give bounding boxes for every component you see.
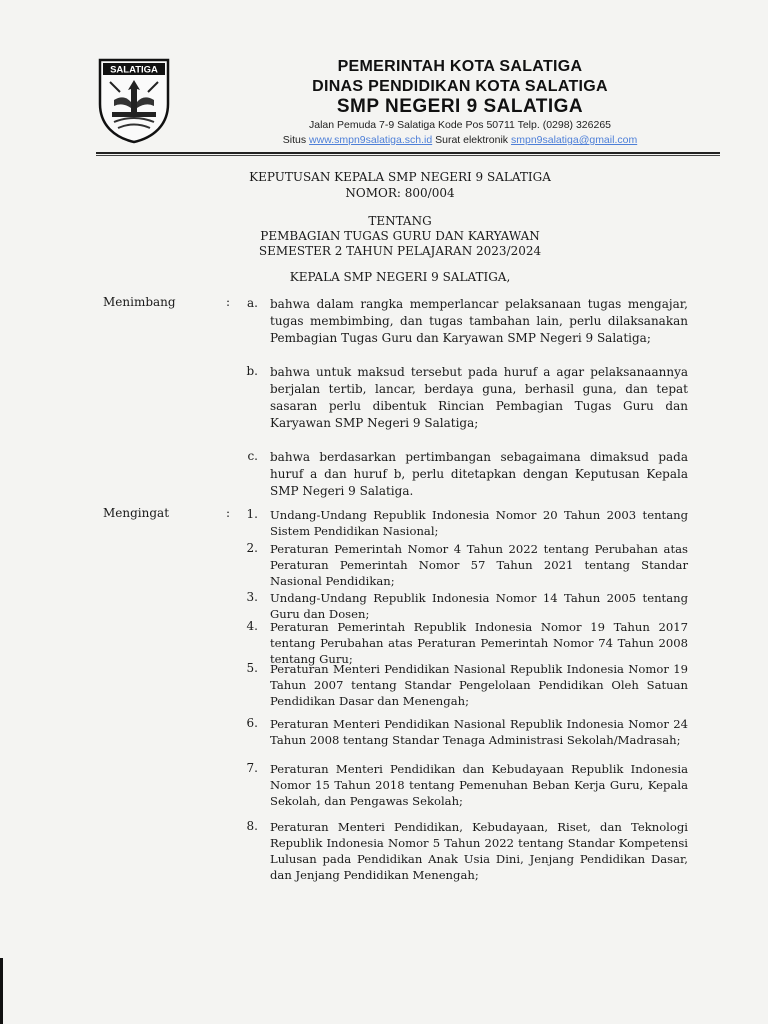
svg-text:SALATIGA: SALATIGA: [110, 64, 158, 76]
menimbang-mark-a: a.: [247, 296, 258, 310]
letterhead-contact: [220, 134, 700, 146]
mengingat-item-7: Peraturan Menteri Pendidikan dan Kebudayaan Republik Indonesia Nomor 15 Tahun 2018 tentang Pemenuhan Beban Kerja Guru, Kepala Sekolah, dan Pengawas Sekolah;: [270, 762, 688, 808]
menimbang-mark-c: c.: [247, 449, 258, 463]
email-link[interactable]: smpn9salatiga@gmail.com: [510, 134, 638, 146]
decree-about: TENTANG: [368, 214, 432, 228]
mengingat-label: Mengingat: [103, 506, 170, 520]
letterhead-school: SMP NEGERI 9 SALATIGA: [336, 96, 584, 117]
letterhead-rule-thin: [96, 155, 720, 156]
salatiga-crest-logo: [96, 56, 172, 144]
scan-edge-shadow: [0, 958, 3, 1024]
menimbang-colon: :: [226, 295, 231, 309]
letterhead-address: Jalan Pemuda 7-9 Salatiga Kode Pos 50711 Telp. (0298) 326265: [309, 119, 611, 131]
mengingat-colon: :: [226, 506, 231, 520]
letterhead-government: PEMERINTAH KOTA SALATIGA: [337, 58, 583, 75]
mengingat-item-8: Peraturan Menteri Pendidikan, Kebudayaan, Riset, dan Teknologi Republik Indonesia Nomor 5 Tahun 2022 tentang Standar Kompetensi Lulusan pada Pendidikan Anak Usia Dini, Jenjang Pendidikan Dasar, dan Jenjang Pendidikan Menengah;: [270, 820, 688, 882]
decree-authority: KEPALA SMP NEGERI 9 SALATIGA,: [289, 270, 511, 284]
mengingat-item-3: Undang-Undang Republik Indonesia Nomor 14 Tahun 2005 tentang Guru dan Dosen;: [270, 591, 688, 621]
email-prefix: Surat elektronik: [435, 134, 509, 146]
mengingat-mark-2: 2.: [246, 541, 258, 555]
mengingat-mark-6: 6.: [246, 716, 258, 730]
letterhead-rule-thick: [96, 152, 720, 154]
website-link[interactable]: www.smpn9salatiga.sch.id: [309, 134, 433, 146]
mengingat-mark-5: 5.: [246, 661, 258, 675]
mengingat-mark-4: 4.: [246, 619, 258, 633]
mengingat-item-5: Peraturan Menteri Pendidikan Nasional Republik Indonesia Nomor 19 Tahun 2007 tentang Standar Pengelolaan Pendidikan Oleh Satuan Pendidikan Dasar dan Menengah;: [270, 662, 688, 708]
letterhead-agency: DINAS PENDIDIKAN KOTA SALATIGA: [312, 78, 608, 95]
mengingat-item-1: Undang-Undang Republik Indonesia Nomor 20 Tahun 2003 tentang Sistem Pendidikan Nasional;: [270, 508, 688, 538]
decree-title: KEPUTUSAN KEPALA SMP NEGERI 9 SALATIGA: [249, 170, 551, 184]
menimbang-label: Menimbang: [103, 295, 176, 309]
mengingat-mark-8: 8.: [246, 819, 258, 833]
mengingat-mark-3: 3.: [246, 590, 258, 604]
mengingat-item-6: Peraturan Menteri Pendidikan Nasional Republik Indonesia Nomor 24 Tahun 2008 tentang Standar Tenaga Administrasi Sekolah/Madrasah;: [270, 717, 688, 747]
mengingat-mark-7: 7.: [246, 761, 258, 775]
decree-subject-line2: SEMESTER 2 TAHUN PELAJARAN 2023/2024: [258, 244, 542, 258]
decree-number: NOMOR: 800/004: [345, 186, 455, 200]
menimbang-item-c: bahwa berdasarkan pertimbangan sebagaimana dimaksud pada huruf a dan huruf b, perlu ditetapkan dengan Keputusan Kepala SMP Negeri 9 Salatiga.: [270, 450, 688, 498]
menimbang-item-a: bahwa dalam rangka memperlancar pelaksanaan tugas mengajar, tugas membimbing, dan tugas tambahan lain, perlu dilaksanakan Pembagian Tugas Guru dan Karyawan SMP Negeri 9 Salatiga;: [270, 297, 688, 345]
site-prefix: Situs: [282, 134, 307, 146]
mengingat-mark-1: 1.: [246, 507, 258, 521]
menimbang-item-b: bahwa untuk maksud tersebut pada huruf a agar pelaksanaannya berjalan tertib, lancar, berdaya guna, berhasil guna, dan tepat sasaran perlu dibentuk Rincian Pembagian Tugas Guru dan Karyawan SMP Negeri 9 Salatiga;: [270, 365, 688, 430]
mengingat-item-2: Peraturan Pemerintah Nomor 4 Tahun 2022 tentang Perubahan atas Peraturan Pemerintah Nomor 57 Tahun 2021 tentang Standar Nasional Pendidikan;: [270, 542, 688, 588]
menimbang-mark-b: b.: [246, 364, 258, 378]
mengingat-item-4: Peraturan Pemerintah Republik Indonesia Nomor 19 Tahun 2017 tentang Perubahan atas Peraturan Pemerintah Nomor 74 Tahun 2008 tentang Guru;: [270, 620, 688, 666]
decree-subject-line1: PEMBAGIAN TUGAS GURU DAN KARYAWAN: [260, 229, 540, 243]
